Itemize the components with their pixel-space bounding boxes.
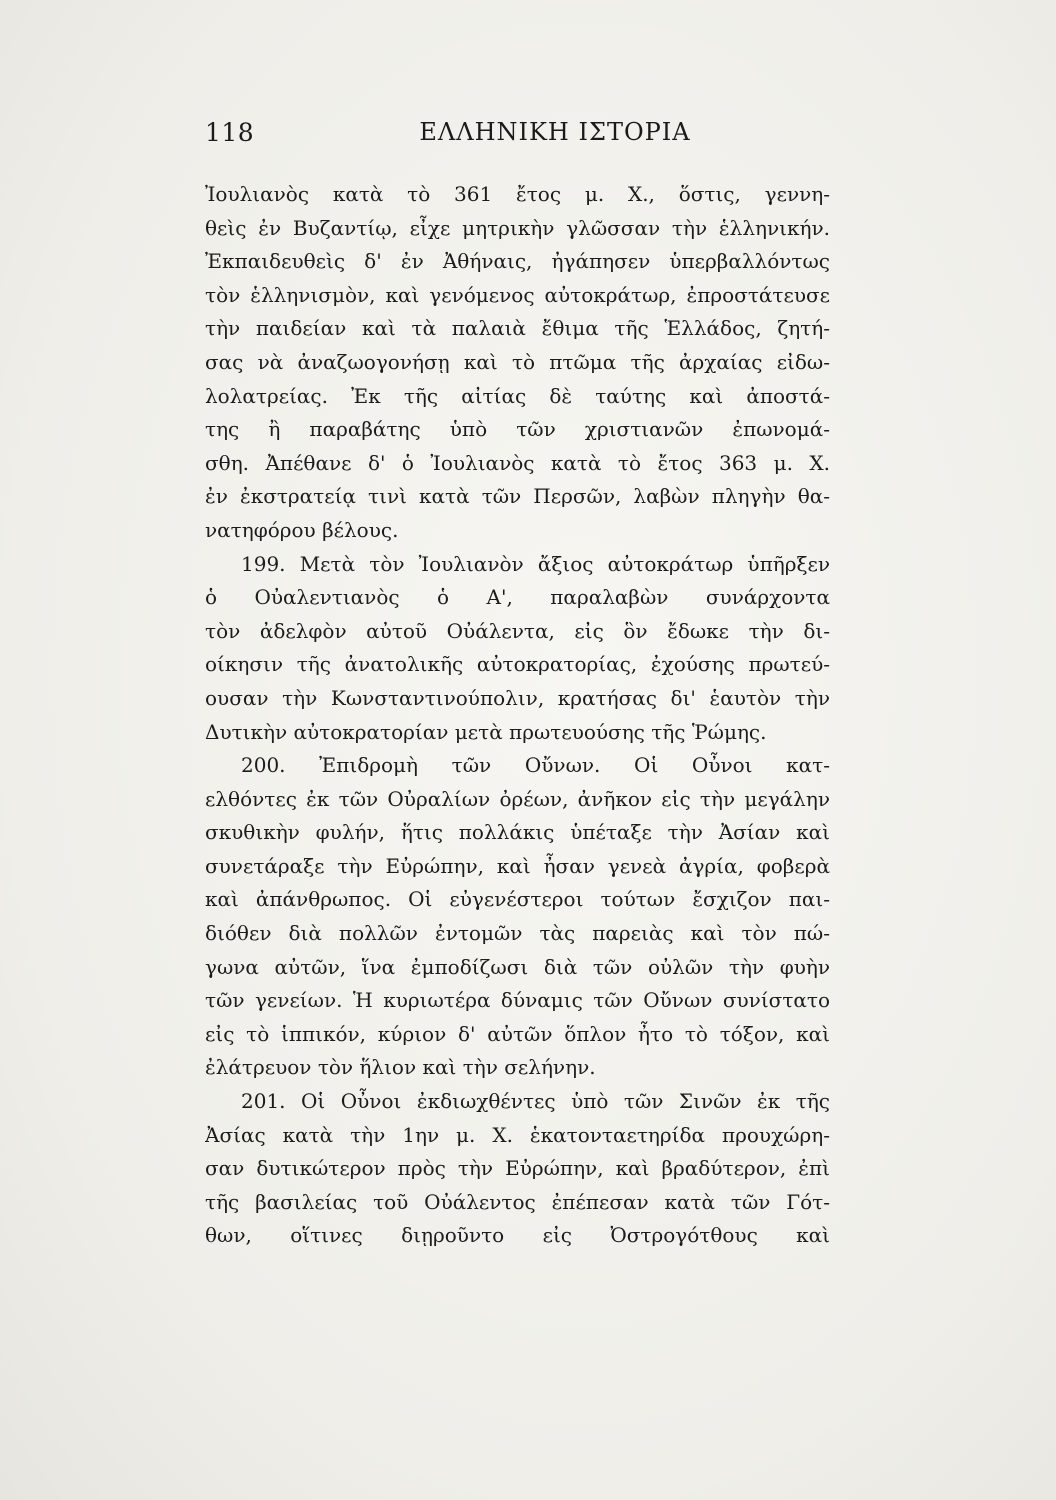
text-line: τὸν ἀδελφὸν αὐτοῦ Οὐάλεντα, εἰς ὃν ἔδωκε τὴν δι- xyxy=(205,618,830,643)
text-line: ὁ Οὐαλεντιανὸς ὁ Α', παραλαβὼν συνάρχοντα xyxy=(205,585,830,610)
text-line: ελθόντες ἐκ τῶν Οὐραλίων ὀρέων, ἀνῆκον εἰς τὴν μεγάλην xyxy=(205,786,830,811)
page-header xyxy=(205,118,830,158)
text-line: οίκησιν τῆς ἀνατολικῆς αὐτοκρατορίας, ἐχούσης πρωτεύ- xyxy=(205,652,830,677)
text-line: Ἐκπαιδευθεὶς δ' ἐν Ἀθήναις, ἠγάπησεν ὑπερβαλλόντως xyxy=(205,249,830,274)
text-line: λολατρείας. Ἐκ τῆς αἰτίας δὲ ταύτης καὶ ἀποστά- xyxy=(205,383,830,408)
text-line: τῶν γενείων. Ἡ κυριωτέρα δύναμις τῶν Οὔνων συνίστατο xyxy=(205,988,830,1013)
body-text xyxy=(205,178,830,1253)
running-title: ΕΛΛΗΝΙΚΗ ΙΣΤΟΡΙΑ xyxy=(419,118,691,146)
text-line: γωνα αὐτῶν, ἵνα ἐμποδίζωσι διὰ τῶν οὐλῶν τὴν φυὴν xyxy=(205,954,830,979)
text-line: ἐν ἐκστρατείᾳ τινὶ κατὰ τῶν Περσῶν, λαβὼν πληγὴν θα- xyxy=(205,484,830,509)
text-line: τὴν παιδείαν καὶ τὰ παλαιὰ ἔθιμα τῆς Ἑλλάδος, ζητή- xyxy=(205,316,830,341)
section-200-start: 200. Ἐπιδρομὴ τῶν Οὔνων. Οἱ Οὖνοι κατ- xyxy=(241,753,830,778)
text-line: συνετάραξε τὴν Εὐρώπην, καὶ ἦσαν γενεὰ ἀγρία, φοβερὰ xyxy=(205,853,830,878)
text-line: τῆς βασιλείας τοῦ Οὐάλεντος ἐπέπεσαν κατὰ τῶν Γότ- xyxy=(205,1189,830,1214)
text-line: εἰς τὸ ἱππικόν, κύριον δ' αὐτῶν ὅπλον ἦτο τὸ τόξον, καὶ xyxy=(205,1021,830,1046)
text-line: καὶ ἀπάνθρωπος. Οἱ εὐγενέστεροι τούτων ἔσχιζον παι- xyxy=(205,887,830,912)
text-line: σκυθικὴν φυλήν, ἥτις πολλάκις ὑπέταξε τὴν Ἀσίαν καὶ xyxy=(205,820,830,845)
section-201-start: 201. Οἱ Οὖνοι ἐκδιωχθέντες ὑπὸ τῶν Σινῶν ἐκ τῆς xyxy=(241,1089,830,1114)
text-line: θεὶς ἐν Βυζαντίῳ, εἶχε μητρικὴν γλῶσσαν τὴν ἑλληνικήν. xyxy=(205,215,830,240)
text-line: διόθεν διὰ πολλῶν ἐντομῶν τὰς παρειὰς καὶ τὸν πώ- xyxy=(205,921,830,946)
text-line: Ἰουλιανὸς κατὰ τὸ 361 ἔτος μ. Χ., ὅστις, γεννη- xyxy=(205,182,830,206)
text-line: σας νὰ ἀναζωογονήσῃ καὶ τὸ πτῶμα τῆς ἀρχαίας εἰδω- xyxy=(205,349,830,374)
text-line: τὸν ἑλληνισμὸν, καὶ γενόμενος αὐτοκράτωρ, ἐπροστάτευσε xyxy=(205,282,830,307)
text-line: Δυτικὴν αὐτοκρατορίαν μετὰ πρωτευούσης τῆς Ῥώμης. xyxy=(205,719,767,744)
text-line: ουσαν τὴν Κωνσταντινούπολιν, κρατήσας δι' ἑαυτὸν τὴν xyxy=(205,685,830,710)
text-line: θων, οἵτινες διῃροῦντο εἰς Ὀστρογότθους καὶ xyxy=(205,1223,830,1248)
text-line: σθη. Ἀπέθανε δ' ὁ Ἰουλιανὸς κατὰ τὸ ἔτος 363 μ. Χ. xyxy=(205,450,830,475)
text-line: της ἢ παραβάτης ὑπὸ τῶν χριστιανῶν ἐπωνομά- xyxy=(205,417,830,442)
page-number: 118 xyxy=(205,118,255,147)
text-line: Ἀσίας κατὰ τὴν 1ην μ. Χ. ἑκατονταετηρίδα προυχώρη- xyxy=(205,1122,830,1147)
text-line: ἐλάτρευον τὸν ἥλιον καὶ τὴν σελήνην. xyxy=(205,1055,596,1080)
section-199-start: 199. Μετὰ τὸν Ἰουλιανὸν ἄξιος αὐτοκράτωρ ὑπῆρξεν xyxy=(241,551,830,576)
text-line: σαν δυτικώτερον πρὸς τὴν Εὐρώπην, καὶ βραδύτερον, ἐπὶ xyxy=(205,1156,830,1181)
text-line: νατηφόρου βέλους. xyxy=(205,517,399,542)
